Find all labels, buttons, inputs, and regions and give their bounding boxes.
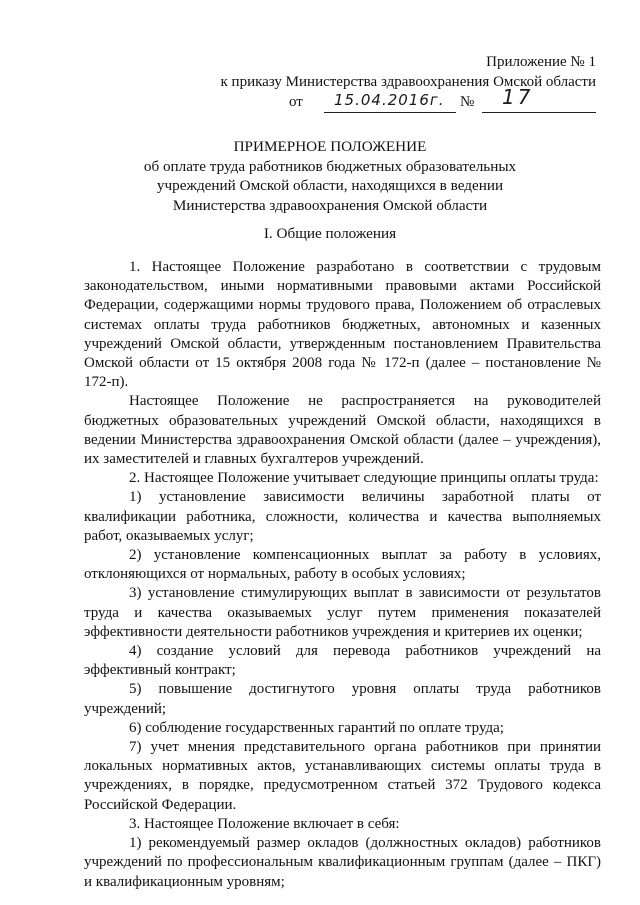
paragraph: 3. Настоящее Положение включает в себя: — [129, 815, 400, 832]
paragraph: 1) установление зависимости величины заработной платы от квалификации работника, сложности, количества и качества выполняемых работ, оказываемых услуг; — [84, 489, 601, 544]
order-number-field — [482, 85, 596, 113]
order-date-number-line — [176, 85, 596, 114]
paragraph: 1. Настоящее Положение разработано в соответствии с трудовым законодательством, иными нормативными правовыми актами Российской Федерации, содержащими нормы трудового права, Положением об отраслевых системах оплаты труда работников бюджетных, автономных и казенных учреждений Омской области, утвержденным постановлением Правительства Омской области от 15 октября 2008 года № 172-п (далее – постановление № 172-п). — [84, 259, 601, 391]
paragraph: 2) установление компенсационных выплат за работу в условиях, отклоняющихся от нормальных, работу в особых условиях; — [84, 547, 601, 583]
paragraph: 6) соблюдение государственных гарантий по оплате труда; — [129, 719, 504, 736]
attachment-order-reference: к приказу Министерства здравоохранения Омской области — [220, 74, 596, 90]
paragraph: 3) установление стимулирующих выплат в зависимости от результатов труда и качества оказываемых услуг путем применения показателей эффективности деятельности работников учреждения и критериев их оценки; — [84, 585, 601, 640]
paragraph: 4) создание условий для перевода работников учреждений на эффективный контракт; — [84, 643, 601, 679]
handwritten-date: 15.04.2016г. — [334, 91, 445, 109]
title-line-1: ПРИМЕРНОЕ ПОЛОЖЕНИЕ — [233, 138, 427, 155]
document-body — [84, 258, 601, 892]
paragraph: 2. Настоящее Положение учитывает следующие принципы оплаты труда: — [129, 470, 599, 487]
paragraph: Настоящее Положение не распространяется на руководителей бюджетных образовательных учреждений Омской области, находящихся в ведении Министерства здравоохранения Омской области (далее – учреждения), их заместителей и главных бухгалтеров учреждений. — [84, 393, 601, 468]
title-line-3: учреждений Омской области, находящихся в ведении — [156, 177, 504, 194]
attachment-header — [176, 52, 596, 114]
date-prefix: от — [289, 94, 303, 110]
document-title — [60, 137, 600, 215]
paragraph: 7) учет мнения представительного органа работников при принятии локальных нормативных актов, устанавливающих системы оплаты труда в учреждениях, в порядке, предусмотренном статьей 372 Трудового кодекса Российской Федерации. — [84, 739, 601, 813]
number-prefix: № — [460, 94, 475, 110]
handwritten-number: 17 — [502, 85, 534, 109]
title-line-4: Министерства здравоохранения Омской области — [172, 196, 488, 214]
title-line-2: об оплате труда работников бюджетных образовательных — [143, 157, 517, 175]
attachment-number: Приложение № 1 — [486, 54, 596, 70]
section-heading: I. Общие положения — [263, 225, 397, 242]
paragraph: 5) повышение достигнутого уровня оплаты труда работников учреждений; — [84, 681, 601, 717]
order-date-field — [324, 92, 456, 113]
paragraph: 1) рекомендуемый размер окладов (должностных окладов) работников учреждений по профессиональным квалификационным группам (далее – ПКГ) и квалификационным уровням; — [84, 835, 601, 890]
